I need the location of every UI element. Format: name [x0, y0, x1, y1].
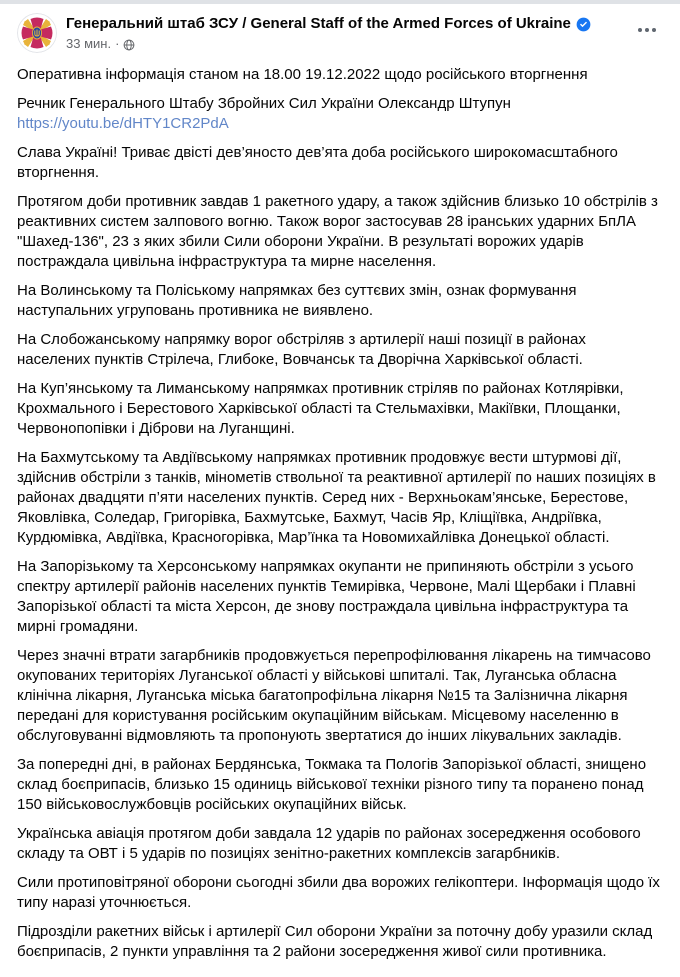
post-paragraph: На Запорізькому та Херсонському напрямках окупанти не припиняють обстріли з усього спектру артилерії районів населених пунктів Темирівка, Червоне, Малі Щербаки і Плавні Запорізької області та міста Херсон, де знову постраждала цивільна інфраструктура та мирні громадяни. [17, 558, 636, 635]
post-paragraph: На Слобожанському напрямку ворог обстріляв з артилерії наші позиції в районах населених пунктів Стрілеча, Глибоке, Вовчанськ та Дворічна Харківської області. [17, 331, 586, 368]
page-name-row [66, 14, 663, 33]
post-paragraph: Українська авіація протягом доби завдала 12 ударів по районах зосередження особового складу та ОВТ і 5 ударів по позиціях зенітно-ракетних комплексів загарбників. [17, 825, 641, 862]
post-paragraph: Речник Генерального Штабу Збройних Сил України Олександр Штупун https://youtu.be/dHTY1CR2PdA [17, 95, 511, 132]
post-paragraph: Протягом доби противник завдав 1 ракетного удару, а також здійснив близько 10 обстрілів з реактивних систем залпового вогню. Також ворог застосував 28 іранських ударних БпЛА "Шахед-136", 23 з яких збили Сили оборони України. В результаті ворожих ударів постраждала цивільна інфраструктура та мирне населення. [17, 193, 658, 270]
post-paragraph: На Бахмутському та Авдіївському напрямках противник продовжує вести штурмові дії, здійснив обстріли з танків, мінометів ствольної та реактивної артилерії по наших позиціях в районах двадцяти п’яти населених пунктів. Серед них - Верхньокам’янське, Берестове, Яковлівка, Соледар, Григорівка, Бахмутське, Бахмут, Часів Яр, Кліщіївка, Андріївка, Курдюмівка, Авдіївка, Красногорівка, Мар’їнка та Новомихайлівка Донецької області. [17, 449, 656, 546]
post-meta-row [66, 36, 663, 52]
post-body [17, 65, 663, 962]
globe-icon [123, 39, 135, 51]
post-paragraph: На Куп’янському та Лиманському напрямках противник стріляв по районах Котлярівки, Крохмального і Берестового Харківської області та Стельмахівки, Макіївки, Площанки, Червонопопівки і Діброви на Луганщині. [17, 380, 624, 437]
post-paragraph: Оперативна інформація станом на 18.00 19.12.2022 щодо російського вторгнення [17, 66, 588, 83]
facebook-post-card [0, 4, 680, 977]
page-avatar[interactable] [17, 13, 57, 53]
post-paragraph: Слава Україні! Триває двісті дев’яносто дев’ята доба російського широкомасштабного вторгнення. [17, 144, 618, 181]
post-header-main [66, 13, 663, 52]
meta-separator: · [115, 36, 120, 51]
post-paragraph: Сили протиповітряної оборони сьогодні збили два ворожих гелікоптери. Інформація щодо їх типу наразі уточнюється. [17, 874, 660, 911]
post-header [17, 4, 663, 53]
post-paragraph: Підрозділи ракетних військ і артилерії Сил оборони України за поточну добу уразили склад боєприпасів, 2 пункти управління та 2 райони зосередження живої сили противника. [17, 923, 653, 960]
post-paragraph: За попередні дні, в районах Бердянська, Токмака та Пологів Запорізької області, знищено склад боєприпасів, близько 15 одиниць військової техніки різного типу та поранено понад 150 військовослужбовців російських окупаційних військ. [17, 756, 647, 813]
post-link[interactable]: https://youtu.be/dHTY1CR2PdA [17, 115, 229, 132]
post-paragraph: Через значні втрати загарбників продовжується перепрофілювання лікарень на тимчасово окупованих територіях Луганської області у військові шпиталі. Так, Луганська обласна клінічна лікарня, Луганська міська багатопрофільна лікарня №15 та Залізнична лікарня передані для користування російським окупаційним військам. Місцевому населенню в обслуговуванні відмовляють та пропонують звертатися до інших лікувальних закладів. [17, 647, 651, 744]
post-timestamp[interactable]: 33 мин. [66, 36, 112, 51]
verified-badge-icon [576, 17, 591, 32]
more-options-icon[interactable] [631, 18, 663, 42]
page-name-link[interactable]: Генеральний штаб ЗСУ / General Staff of the Armed Forces of Ukraine [66, 15, 571, 32]
post-paragraph: На Волинському та Поліському напрямках без суттєвих змін, ознак формування наступальних угруповань противника не виявлено. [17, 282, 577, 319]
